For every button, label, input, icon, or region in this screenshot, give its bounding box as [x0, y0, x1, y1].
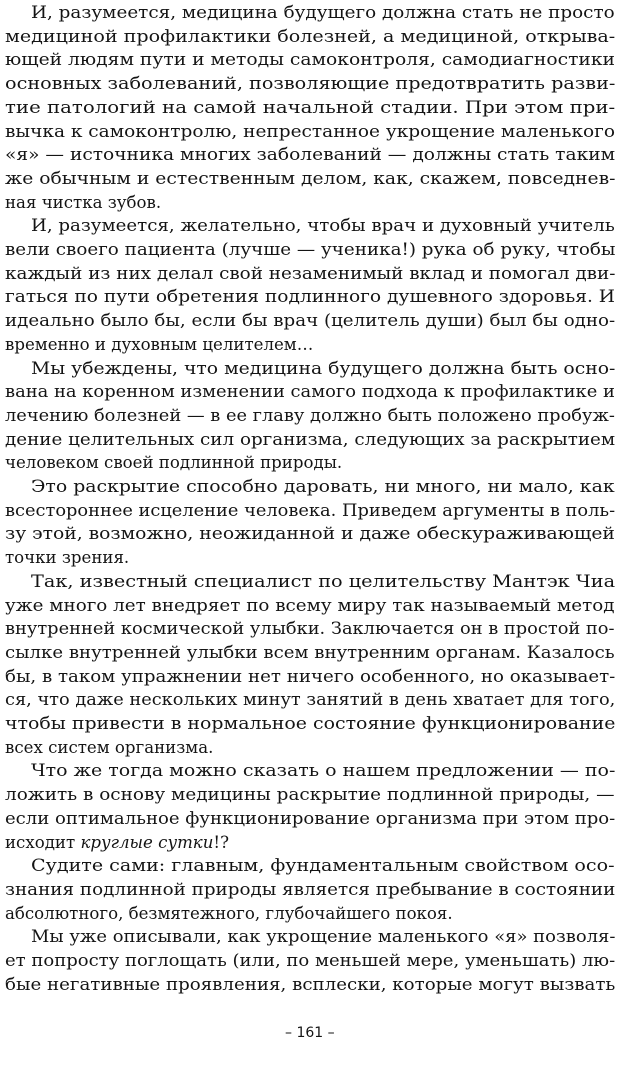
text-line: знания подлинной природы является пребывание в состоянии — [5, 879, 616, 899]
text-line: бые негативные проявления, всплески, которые могут вызвать — [5, 974, 616, 994]
text-line: И, разумеется, желательно, чтобы врач и духовный учитель — [31, 216, 615, 236]
text-line: Так, известный специалист по целительству Мантэк Чиа — [31, 571, 616, 591]
text-line: каждый из них делал свой незаменимый вклад и помогал дви- — [5, 263, 616, 283]
text-line: медициной профилактики болезней, а медициной, открыва- — [5, 26, 616, 46]
text-line: всестороннее исцеление человека. Приведем аргументы в поль- — [5, 500, 616, 520]
text-line: если оптимальное функционирование организма при этом про- — [5, 808, 616, 828]
text-line: Мы убеждены, что медицина будущего должна быть осно- — [31, 358, 616, 378]
text-line: идеально было бы, если бы врач (целитель души) был бы одно- — [5, 311, 616, 331]
text-line: ет попросту поглощать (или, по меньшей мере, уменьшать) лю- — [5, 951, 616, 970]
text-line: точки зрения. — [5, 548, 130, 568]
text-line: основных заболеваний, позволяющие предотвратить разви- — [5, 74, 616, 94]
text-line: гаться по пути обретения подлинного душевного здоровья. И — [5, 287, 616, 307]
text-line: зу этой, возможно, неожиданной и даже обескураживающей — [5, 524, 615, 544]
page-number: – 161 – — [285, 1025, 335, 1041]
text-line: лечению болезней — в ее главу должно быть положено пробуж- — [5, 405, 615, 425]
text-line: чтобы привести в нормальное состояние функционирование — [5, 714, 616, 733]
text-line: ложить в основу медицины раскрытие подлинной природы, — — [5, 785, 615, 805]
text-line: же обычным и естественным делом, как, скажем, повседнев- — [5, 168, 616, 188]
text-line: сылке внутренней улыбки всем внутренним органам. Казалось — [5, 642, 615, 662]
text-line: вели своего пациента (лучше — ученика!) рука об руку, чтобы — [5, 240, 616, 259]
text-line: ся, что даже нескольких минут занятий в день хватает для того, — [5, 690, 616, 710]
text-line: абсолютного, безмятежного, глубочайшего покоя. — [5, 903, 453, 923]
text-line: всех систем организма. — [5, 737, 214, 757]
text-line: Что же тогда можно сказать о нашем предложении — по- — [31, 761, 616, 781]
text-line: Это раскрытие способно даровать, ни много, ни мало, как — [31, 477, 615, 496]
text-line: ная чистка зубов. — [5, 192, 162, 212]
text-line: Судите сами: главным, фундаментальным свойством осо- — [31, 856, 615, 876]
text-line: «я» — источника многих заболеваний — должны стать таким — [5, 145, 616, 165]
text-line: вана на коренном изменении самого подхода к профилактике и — [5, 382, 615, 402]
text-line: временно и духовным целителем… — [5, 334, 314, 354]
text-line: Мы уже описывали, как укрощение маленького «я» позволя- — [31, 927, 616, 947]
text-line: внутренней космической улыбки. Заключается он в простой по- — [5, 619, 615, 639]
text-line: бы, в таком упражнении нет ничего особенного, но оказывает- — [5, 666, 616, 686]
text-line: исходит круглые сутки!? — [5, 832, 229, 852]
text-line: вычка к самоконтролю, непрестанное укрощение маленького — [5, 121, 616, 141]
text-line: И, разумеется, медицина будущего должна стать не просто — [31, 3, 615, 22]
text-line: ющей людям пути и методы самоконтроля, самодиагностики — [5, 50, 616, 70]
text-line: человеком своей подлинной природы. — [5, 453, 343, 473]
text-line: уже много лет внедряет по всему миру так называемый метод — [5, 595, 615, 615]
text-line: дение целительных сил организма, следующих за раскрытием — [5, 429, 616, 449]
emphasis-text: круглые сутки — [80, 832, 214, 852]
text-line: тие патологий на самой начальной стадии. При этом при- — [5, 97, 616, 117]
